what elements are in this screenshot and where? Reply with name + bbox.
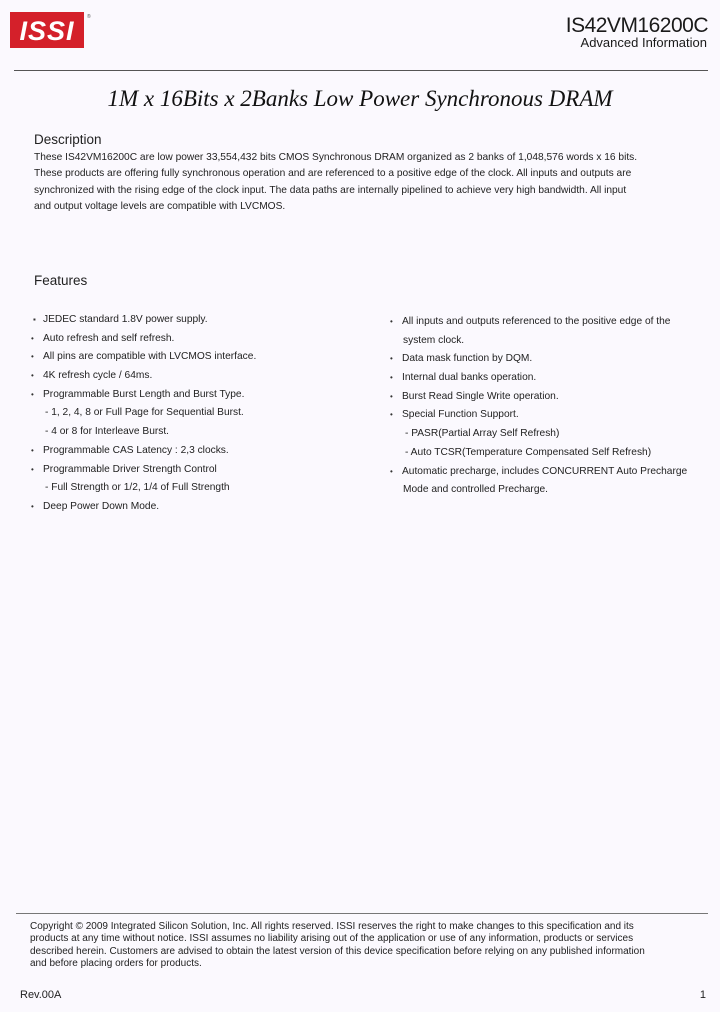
feature-item: • Programmable Driver Strength Control [43, 461, 256, 480]
feature-item: • Internal dual banks operation. [402, 369, 687, 388]
document-status: Advanced Information [580, 35, 707, 50]
feature-item: • 4K refresh cycle / 64ms. [43, 367, 256, 386]
footer-divider [16, 913, 708, 914]
feature-subitem: - 4 or 8 for Interleave Burst. [45, 426, 170, 438]
feature-subitem: - PASR(Partial Array Self Refresh) [405, 428, 560, 440]
feature-subitem: - Full Strength or 1/2, 1/4 of Full Strength [45, 482, 230, 494]
header-divider [14, 70, 708, 71]
logo-text: ISSI [19, 16, 75, 46]
feature-item: ▪ JEDEC standard 1.8V power supply. [43, 311, 256, 330]
features-heading: Features [34, 273, 88, 288]
feature-item-continued: Mode and controlled Precharge. [403, 484, 548, 496]
features-list-left [43, 311, 256, 517]
feature-item: • Programmable Burst Length and Burst Type. [43, 386, 256, 405]
description-line: These products are offering fully synchronous operation and are referenced to a positive edge of the clock. All inputs and outputs are [34, 168, 632, 180]
feature-item: • Special Function Support. [402, 406, 687, 425]
revision-label: Rev.00A [20, 989, 62, 1001]
description-line: These IS42VM16200C are low power 33,554,432 bits CMOS Synchronous DRAM organized as 2 banks of 1,048,576 words x 16 bits. [34, 152, 638, 163]
feature-item: • Data mask function by DQM. [402, 350, 687, 369]
feature-item: • Automatic precharge, includes CONCURRENT Auto Precharge [402, 463, 687, 482]
page-number: 1 [699, 989, 706, 1001]
feature-item: • Auto refresh and self refresh. [43, 330, 256, 349]
description-body [34, 150, 694, 216]
copyright-notice [30, 921, 695, 971]
feature-item-continued: system clock. [403, 334, 465, 346]
description-line: and output voltage levels are compatible with LVCMOS. [34, 201, 286, 213]
copyright-line: products at any time without notice. ISSI assumes no liability arising out of the application or use of any information, products or services [30, 933, 634, 945]
logo-trademark: ® [87, 14, 91, 20]
feature-item: • All inputs and outputs referenced to the positive edge of the [402, 313, 687, 332]
feature-subitem: - Auto TCSR(Temperature Compensated Self Refresh) [405, 446, 652, 458]
page-title: 1M x 16Bits x 2Banks Low Power Synchronous DRAM [107, 86, 613, 111]
copyright-line: and before placing orders for products. [30, 958, 202, 970]
feature-item: • Burst Read Single Write operation. [402, 388, 687, 407]
feature-item: • All pins are compatible with LVCMOS interface. [43, 348, 256, 367]
description-line: synchronized with the rising edge of the clock input. The data paths are internally pipelined to achieve very high bandwidth. All input [34, 184, 627, 196]
copyright-line: Copyright © 2009 Integrated Silicon Solution, Inc. All rights reserved. ISSI reserves the right to make changes to this specification and its [30, 921, 634, 932]
part-number: IS42VM16200C [565, 14, 708, 37]
copyright-line: described herein. Customers are advised to obtain the latest version of this device specification before relying on any published information [30, 945, 645, 957]
feature-item: • Programmable CAS Latency : 2,3 clocks. [43, 442, 256, 461]
description-heading: Description [34, 132, 102, 147]
features-list-right [402, 313, 687, 500]
issi-logo [10, 12, 84, 48]
feature-item: • Deep Power Down Mode. [43, 498, 256, 517]
feature-subitem: - 1, 2, 4, 8 or Full Page for Sequential Burst. [45, 407, 244, 419]
